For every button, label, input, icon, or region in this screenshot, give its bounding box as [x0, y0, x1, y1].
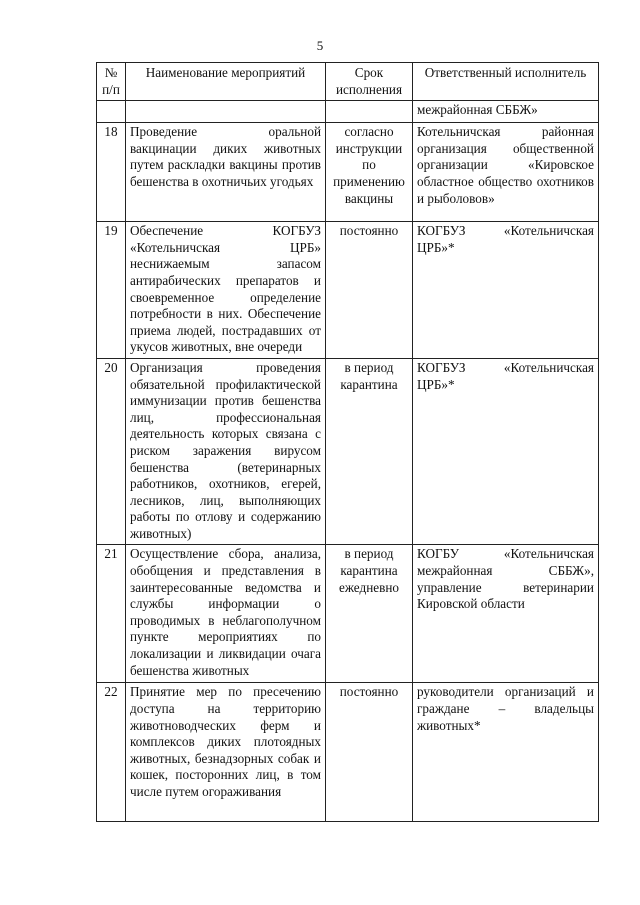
table-row [97, 358, 599, 545]
row-term: в период карантина ежедневно [326, 545, 413, 683]
row-responsible: КОГБУЗ «Котельничская ЦРБ»* [413, 222, 599, 359]
continuation-responsible-cell: межрайонная СББЖ» [413, 101, 599, 123]
row-responsible: руководители организаций и граждане – владельцы животных* [413, 683, 599, 822]
header-term: Срок исполнения [326, 63, 413, 101]
row-number: 22 [97, 683, 126, 822]
row-responsible: Котельничская районная организация общественной организации «Кировское областное общество охотников и рыболовов» [413, 123, 599, 222]
row-term: постоянно [326, 683, 413, 822]
row-measure: Организация проведения обязательной профилактической иммунизации против бешенства лиц, профессиональная деятельность которых связана с риском заражения вирусом бешенства (ветеринарных работников, охотников, егерей, лесников, лиц, выполняющих работы по отлову и содержанию животных) [126, 358, 326, 545]
row-measure: Проведение оральной вакцинации диких животных путем раскладки вакцины против бешенства в охотничьих угодьях [126, 123, 326, 222]
page-number: 5 [316, 38, 324, 53]
row-term: согласно инструкции по применению вакцины [326, 123, 413, 222]
table-row [97, 222, 599, 359]
table-header-row [97, 63, 599, 101]
row-measure: Обеспечение КОГБУЗ «Котельничская ЦРБ» неснижаемым запасом антирабических препаратов и своевременное определение потребности в них. Обеспечение приема людей, пострадавших от укусов животных, вне очереди [126, 222, 326, 359]
header-number: № п/п [97, 63, 126, 101]
measures-table [96, 62, 599, 822]
continuation-row [97, 101, 599, 123]
row-number: 19 [97, 222, 126, 359]
continuation-num-cell [97, 101, 126, 123]
row-number: 18 [97, 123, 126, 222]
row-term: постоянно [326, 222, 413, 359]
row-responsible: КОГБУ «Котельничская межрайонная СББЖ», управление ветеринарии Кировской области [413, 545, 599, 683]
header-responsible: Ответственный исполнитель [413, 63, 599, 101]
header-name: Наименование мероприятий [126, 63, 326, 101]
continuation-name-cell [126, 101, 326, 123]
row-number: 21 [97, 545, 126, 683]
table-row [97, 545, 599, 683]
row-number: 20 [97, 358, 126, 545]
continuation-term-cell [326, 101, 413, 123]
row-responsible: КОГБУЗ «Котельничская ЦРБ»* [413, 358, 599, 545]
row-measure: Осуществление сбора, анализа, обобщения и представления в заинтересованные ведомства и службы информации о проводимых в неблагополучном пункте мероприятиях по локализации и ликвидации очага бешенства животных [126, 545, 326, 683]
table-row [97, 683, 599, 822]
table-row [97, 123, 599, 222]
row-term: в период карантина [326, 358, 413, 545]
row-measure: Принятие мер по пресечению доступа на территорию животноводческих ферм и комплексов диких плотоядных животных, безнадзорных собак и кошек, посторонних лиц, в том числе путем огораживания [126, 683, 326, 822]
